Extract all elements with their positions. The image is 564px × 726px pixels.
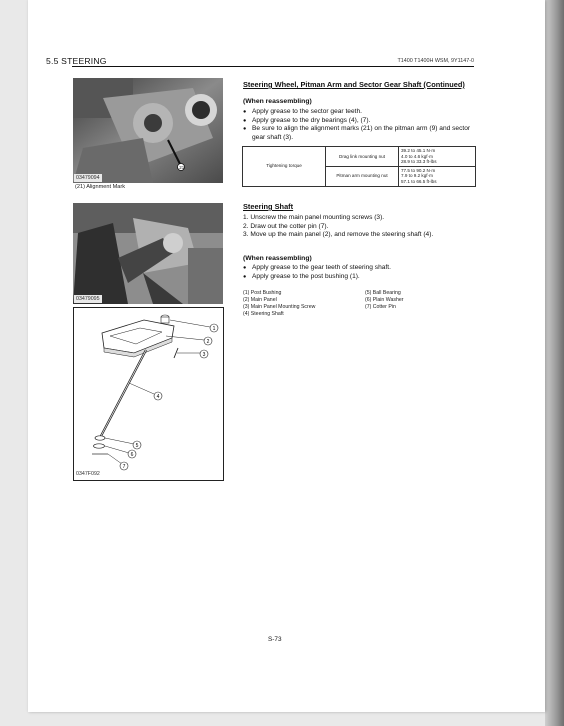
section2-bullets (243, 264, 479, 281)
bullet-item: ● Apply grease to the sector gear teeth. (243, 108, 479, 117)
photo-steering-shaft (73, 203, 223, 304)
list-item: (2) Main Panel (243, 297, 277, 304)
section1-bullets (243, 108, 479, 142)
section1-subtitle: (When reassembling) (243, 98, 312, 105)
diagram-callout-6 (128, 450, 136, 458)
bullet-item: ● Apply grease to the post bushing (1). (243, 273, 479, 282)
photo-alignment-mark (73, 78, 223, 183)
svg-text:4: 4 (156, 393, 160, 400)
torque-value: 77.5 to 90.2 N·m (401, 167, 436, 173)
steering-shaft-drawing (74, 308, 223, 480)
parts-list-left (243, 290, 315, 318)
section2-title: Steering Shaft (243, 202, 294, 211)
svg-text:7: 7 (122, 463, 126, 470)
list-item: (5) Ball Bearing (365, 290, 401, 296)
torque-table (242, 146, 476, 187)
photo1-id: 03479094 (76, 175, 100, 181)
step-item: 3. Move up the main panel (2), and remove the steering shaft (4). (243, 231, 434, 239)
torque-item: Pitman arm mounting nut (326, 166, 399, 186)
svg-text:5: 5 (135, 442, 139, 449)
diagram-callout-3 (200, 350, 208, 358)
torque-value: 57.1 to 66.5 ft-lbs (401, 178, 437, 184)
bullet-item: ● Be sure to align the alignment marks (21) on the pitman arm (9) and sector gear shaft (3). (243, 125, 479, 142)
svg-text:2: 2 (206, 338, 210, 345)
photo-steering-shaft-image (73, 203, 223, 304)
torque-value: 4.0 to 4.6 kgf·m (401, 153, 433, 159)
photo1-caption: (21) Alignment Mark (75, 184, 126, 190)
bullet-item: ● Apply grease to the gear teeth of steering shaft. (243, 264, 479, 273)
parts-list-right (365, 290, 403, 311)
svg-text:1: 1 (212, 325, 216, 332)
torque-item: Drag link mounting nut (326, 147, 399, 167)
header-rule (72, 66, 474, 67)
list-item: (3) Main Panel Mounting Screw (243, 304, 316, 311)
table-row (243, 147, 476, 167)
svg-text:6: 6 (130, 451, 134, 458)
diagram-callout-7 (120, 462, 128, 470)
diagram-callout-5 (133, 441, 141, 449)
list-item: (6) Plain Washer (365, 297, 404, 304)
torque-value: 7.9 to 9.2 kgf·m (401, 173, 433, 179)
list-item: (7) Cotter Pin (365, 304, 396, 311)
viewer-edge-shadow (545, 0, 564, 726)
torque-label: Tightening torque (243, 147, 326, 187)
bullet-item: ● Apply grease to the dry bearings (4), (7). (243, 117, 479, 126)
diagram-callout-2 (204, 337, 212, 345)
list-item: (4) Steering Shaft (243, 311, 284, 318)
section1-title: Steering Wheel, Pitman Arm and Sector Gear Shaft (Continued) (243, 80, 465, 89)
diagram-callout-1 (210, 324, 218, 332)
photo2-id: 03479095 (76, 296, 100, 302)
torque-values (399, 166, 476, 186)
page-number: S-73 (268, 636, 282, 643)
section2-steps (243, 214, 479, 240)
model-reference: T1400 T1400H WSM, 9Y1147-0 (397, 58, 474, 64)
steering-shaft-diagram (73, 307, 224, 481)
torque-values (399, 147, 476, 167)
svg-text:21: 21 (179, 165, 185, 170)
section2-subtitle: (When reassembling) (243, 255, 312, 262)
torque-value: 39.2 to 45.1 N·m (401, 148, 436, 153)
diagram-callout-4 (154, 392, 162, 400)
photo-alignment-mark-image (73, 78, 223, 183)
step-item: 1. Unscrew the main panel mounting screws (3). (243, 214, 385, 221)
torque-value: 28.9 to 33.3 ft-lbs (401, 159, 437, 165)
diagram-id: 0347F092 (76, 471, 100, 477)
step-item: 2. Draw out the cotter pin (7). (243, 222, 329, 230)
list-item: (1) Post Bushing (243, 290, 282, 296)
svg-text:3: 3 (202, 351, 206, 358)
section-header: 5.5 STEERING (46, 56, 107, 66)
